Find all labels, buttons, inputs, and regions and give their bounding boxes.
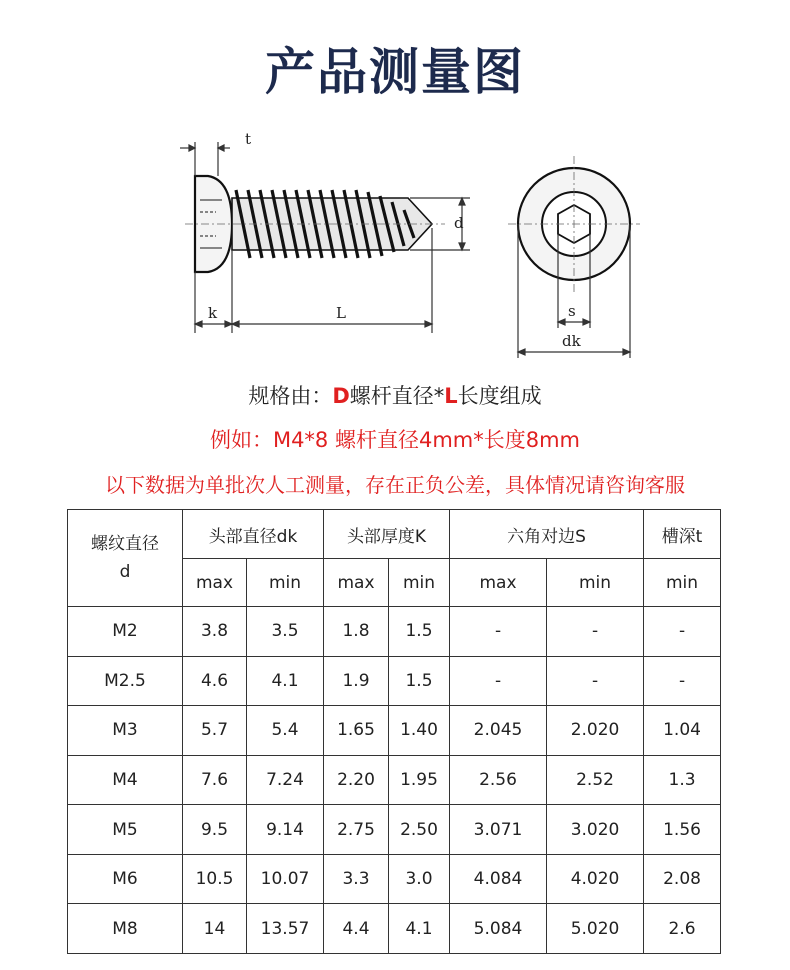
cell-t-min: - [644, 656, 721, 706]
spec-format-line [0, 380, 790, 410]
cell-dk-max: 7.6 [183, 755, 247, 805]
cell-k-max: 1.9 [324, 656, 389, 706]
subheader-min: min [644, 559, 721, 607]
notice-line: 以下数据为单批次人工测量，存在正负公差，具体情况请咨询客服 [105, 473, 685, 497]
page-title: 产品测量图 [265, 43, 525, 101]
cell-s-min: - [547, 656, 644, 706]
cell-s-max: 2.045 [450, 706, 547, 756]
label-L: L [336, 304, 346, 322]
label-dk: dk [562, 332, 581, 350]
table-row [68, 755, 721, 805]
header-head-thickness: 头部厚度K [324, 510, 450, 559]
cell-t-min: 2.08 [644, 854, 721, 904]
cell-s-min: - [547, 607, 644, 657]
cell-dk-min: 5.4 [247, 706, 324, 756]
cell-thread: M2.5 [68, 656, 183, 706]
cell-dk-min: 13.57 [247, 904, 324, 954]
cell-s-max: - [450, 656, 547, 706]
cell-t-min: - [644, 607, 721, 657]
spec-table [67, 509, 721, 954]
subheader-min: min [547, 559, 644, 607]
cell-s-min: 2.52 [547, 755, 644, 805]
header-hex-width: 六角对边S [450, 510, 644, 559]
header-slot-depth: 槽深t [644, 510, 721, 559]
cell-k-max: 4.4 [324, 904, 389, 954]
cell-dk-max: 4.6 [183, 656, 247, 706]
cell-k-min: 1.5 [389, 656, 450, 706]
cell-thread: M6 [68, 854, 183, 904]
cell-k-min: 2.50 [389, 805, 450, 855]
cell-k-max: 3.3 [324, 854, 389, 904]
header-head-diameter: 头部直径dk [183, 510, 324, 559]
cell-dk-min: 10.07 [247, 854, 324, 904]
cell-dk-min: 3.5 [247, 607, 324, 657]
spec-l-letter: L [444, 384, 458, 408]
table-row [68, 706, 721, 756]
subheader-max: max [324, 559, 389, 607]
cell-dk-min: 9.14 [247, 805, 324, 855]
cell-dk-max: 14 [183, 904, 247, 954]
cell-t-min: 2.6 [644, 904, 721, 954]
table-row [68, 805, 721, 855]
cell-dk-min: 4.1 [247, 656, 324, 706]
cell-s-min: 2.020 [547, 706, 644, 756]
header-thread-diameter [68, 510, 183, 607]
cell-k-min: 3.0 [389, 854, 450, 904]
table-row [68, 904, 721, 954]
cell-k-min: 1.5 [389, 607, 450, 657]
cell-s-max: 2.56 [450, 755, 547, 805]
cell-thread: M3 [68, 706, 183, 756]
label-d: d [454, 214, 464, 232]
cell-dk-min: 7.24 [247, 755, 324, 805]
cell-thread: M5 [68, 805, 183, 855]
label-s: s [568, 302, 576, 320]
subheader-max: max [450, 559, 547, 607]
cell-s-min: 4.020 [547, 854, 644, 904]
cell-k-min: 4.1 [389, 904, 450, 954]
cell-k-min: 1.40 [389, 706, 450, 756]
cell-dk-max: 9.5 [183, 805, 247, 855]
cell-dk-max: 5.7 [183, 706, 247, 756]
cell-dk-max: 3.8 [183, 607, 247, 657]
table-row [68, 607, 721, 657]
header-thread-diameter-label: 螺纹直径 [91, 534, 159, 554]
subheader-max: max [183, 559, 247, 607]
cell-t-min: 1.04 [644, 706, 721, 756]
spec-mid: 螺杆直径* [349, 384, 445, 408]
cell-thread: M2 [68, 607, 183, 657]
spec-prefix: 规格由： [248, 384, 333, 408]
cell-t-min: 1.3 [644, 755, 721, 805]
table-header-row [68, 510, 721, 559]
table-row [68, 656, 721, 706]
cell-s-max: 3.071 [450, 805, 547, 855]
cell-k-max: 2.20 [324, 755, 389, 805]
cell-dk-max: 10.5 [183, 854, 247, 904]
example-line: 例如：M4*8 螺杆直径4mm*长度8mm [209, 428, 581, 452]
cell-k-max: 2.75 [324, 805, 389, 855]
cell-s-max: 4.084 [450, 854, 547, 904]
cell-s-min: 5.020 [547, 904, 644, 954]
cell-k-max: 1.65 [324, 706, 389, 756]
subheader-min: min [389, 559, 450, 607]
subheader-min: min [247, 559, 324, 607]
screw-measurement-diagram [170, 128, 650, 363]
table-row [68, 854, 721, 904]
spec-d-letter: D [332, 384, 350, 408]
label-t: t [245, 130, 252, 148]
spec-suffix: 长度组成 [457, 384, 542, 408]
header-thread-d-label: d [119, 562, 131, 582]
cell-s-max: 5.084 [450, 904, 547, 954]
cell-s-max: - [450, 607, 547, 657]
cell-k-max: 1.8 [324, 607, 389, 657]
cell-s-min: 3.020 [547, 805, 644, 855]
label-k: k [208, 304, 218, 322]
cell-thread: M8 [68, 904, 183, 954]
cell-t-min: 1.56 [644, 805, 721, 855]
cell-thread: M4 [68, 755, 183, 805]
cell-k-min: 1.95 [389, 755, 450, 805]
